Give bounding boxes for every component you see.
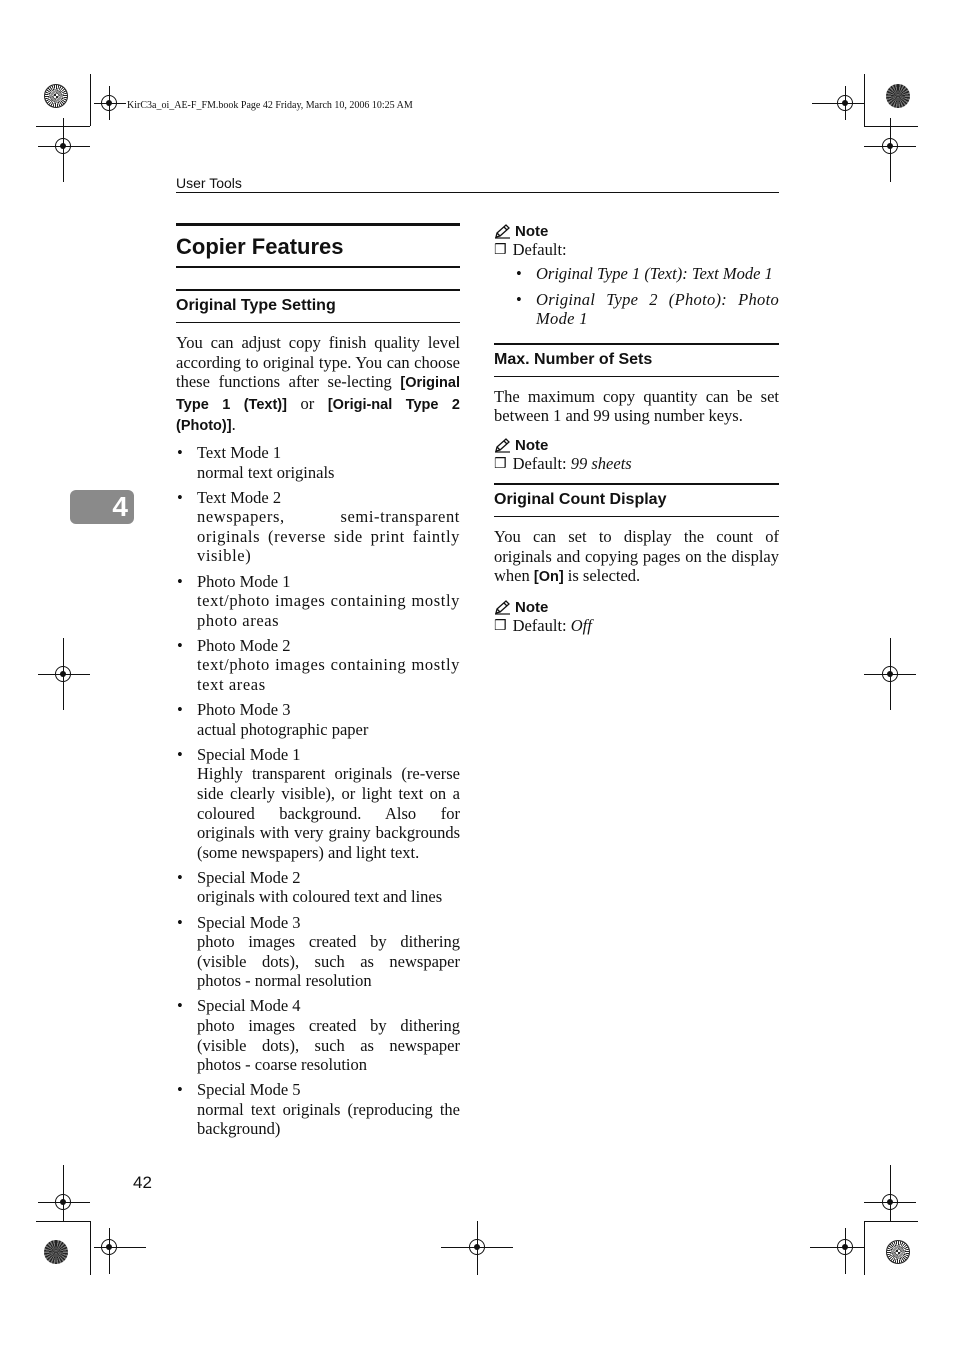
note-text: Default: (512, 240, 567, 259)
list-item (176, 443, 460, 482)
mode-description: text/photo images containing mostly text areas (197, 655, 460, 694)
count-display-text: You can set to display the count of originals and copying pages on the display when (494, 526, 779, 586)
section-heading-original-type: Original Type Setting (176, 289, 460, 323)
max-sets-paragraph: The maximum copy quantity can be set between 1 and 99 using number keys. (494, 386, 779, 426)
pencil-note-icon (494, 438, 511, 453)
list-item (176, 1080, 460, 1139)
mode-description: normal text originals (197, 462, 335, 482)
key-original-type-1: [Original Type 1 (Text)] (176, 375, 460, 413)
checkbox-bullet-icon: ❒ (494, 455, 507, 472)
note-heading (494, 599, 779, 616)
list-item (176, 636, 460, 695)
left-column (176, 223, 460, 1145)
mode-description: originals with coloured text and lines (197, 887, 443, 907)
mode-name: Special Mode 5 (197, 1080, 301, 1100)
count-display-end: is selected. (563, 566, 641, 586)
mode-description: photo images created by dithering (visible dots), such as newspaper photos - normal resolution (197, 932, 460, 991)
mode-name: Text Mode 2 (197, 487, 282, 507)
mode-name: Text Mode 1 (197, 442, 282, 462)
mode-name: Photo Mode 3 (197, 700, 291, 720)
note-text (513, 454, 632, 474)
note-text-label: Default: (512, 453, 571, 473)
note-text-label: Default: (512, 615, 571, 635)
list-item (176, 572, 460, 631)
mode-description: text/photo images containing mostly photo areas (197, 591, 460, 630)
key-on: [On] (533, 569, 564, 586)
default-values-list (494, 264, 779, 329)
right-column (494, 223, 779, 636)
mode-description: normal text originals (reproducing the background) (197, 1099, 460, 1139)
note-heading (494, 437, 779, 454)
mode-name: Photo Mode 2 (197, 635, 291, 655)
registration-burst-icon (886, 1240, 910, 1264)
note-default-line (494, 240, 779, 260)
checkbox-bullet-icon: ❒ (494, 617, 507, 634)
list-item (176, 996, 460, 1074)
intro-end: . (231, 415, 236, 435)
checkbox-bullet-icon: ❒ (494, 242, 507, 258)
note-label: Note (515, 223, 549, 240)
page-title: Copier Features (176, 223, 460, 268)
note-heading (494, 223, 779, 240)
mode-name: Special Mode 1 (197, 744, 301, 764)
note-label: Note (515, 436, 549, 454)
pencil-note-icon (494, 224, 511, 239)
section-heading-max-sets: Max. Number of Sets (494, 343, 779, 377)
book-file-info: KirC3a_oi_AE-F_FM.book Page 42 Friday, March 10, 2006 10:25 AM (127, 100, 413, 111)
mode-description: newspapers, semi-transparent originals (reverse side print faintly visible) (197, 507, 460, 566)
registration-burst-icon (44, 1240, 68, 1264)
intro-text: You can adjust copy finish quality level according to original type. You can choose these functions after se-lecting (176, 333, 460, 392)
note-default-line (494, 616, 779, 636)
count-display-paragraph (494, 527, 779, 588)
list-item (176, 868, 460, 907)
pencil-note-icon (494, 600, 511, 615)
note-default-line (494, 454, 779, 474)
list-item (176, 913, 460, 991)
mode-name: Special Mode 4 (197, 996, 301, 1016)
note-label: Note (515, 598, 549, 616)
intro-paragraph (176, 333, 460, 437)
mode-description: photo images created by dithering (visible dots), such as newspaper photos - coarse resolution (197, 1016, 460, 1075)
mode-description: Highly transparent originals (re-verse side clearly visible), or light text on a coloured background. Also for originals with very grainy backgrounds (some newspapers) and light text. (197, 764, 460, 862)
registration-burst-icon (44, 84, 68, 108)
list-item (176, 700, 460, 739)
mode-list (176, 443, 460, 1139)
mode-description: actual photographic paper (197, 719, 369, 739)
page-number: 42 (133, 1173, 152, 1192)
header-rule (176, 192, 779, 193)
mode-name: Special Mode 2 (197, 867, 301, 887)
chapter-tab: 4 (70, 490, 134, 524)
list-item: • Original Type 1 (Text): Text Mode 1 (494, 264, 779, 284)
list-item (176, 745, 460, 863)
note-value: Off (570, 615, 592, 635)
key-original-type-2: [Origi-nal Type 2 (Photo)] (176, 396, 460, 435)
section-heading-count-display: Original Count Display (494, 483, 779, 517)
list-item (176, 488, 460, 566)
list-item: • Original Type 2 (Photo): Photo Mode 1 (494, 290, 779, 329)
running-header: User Tools (176, 175, 242, 191)
note-value: 99 sheets (570, 453, 632, 473)
registration-burst-icon (886, 84, 910, 108)
note-text (513, 616, 592, 636)
mode-name: Photo Mode 1 (197, 571, 291, 591)
intro-connector: or (286, 393, 328, 413)
mode-name: Special Mode 3 (197, 912, 301, 932)
